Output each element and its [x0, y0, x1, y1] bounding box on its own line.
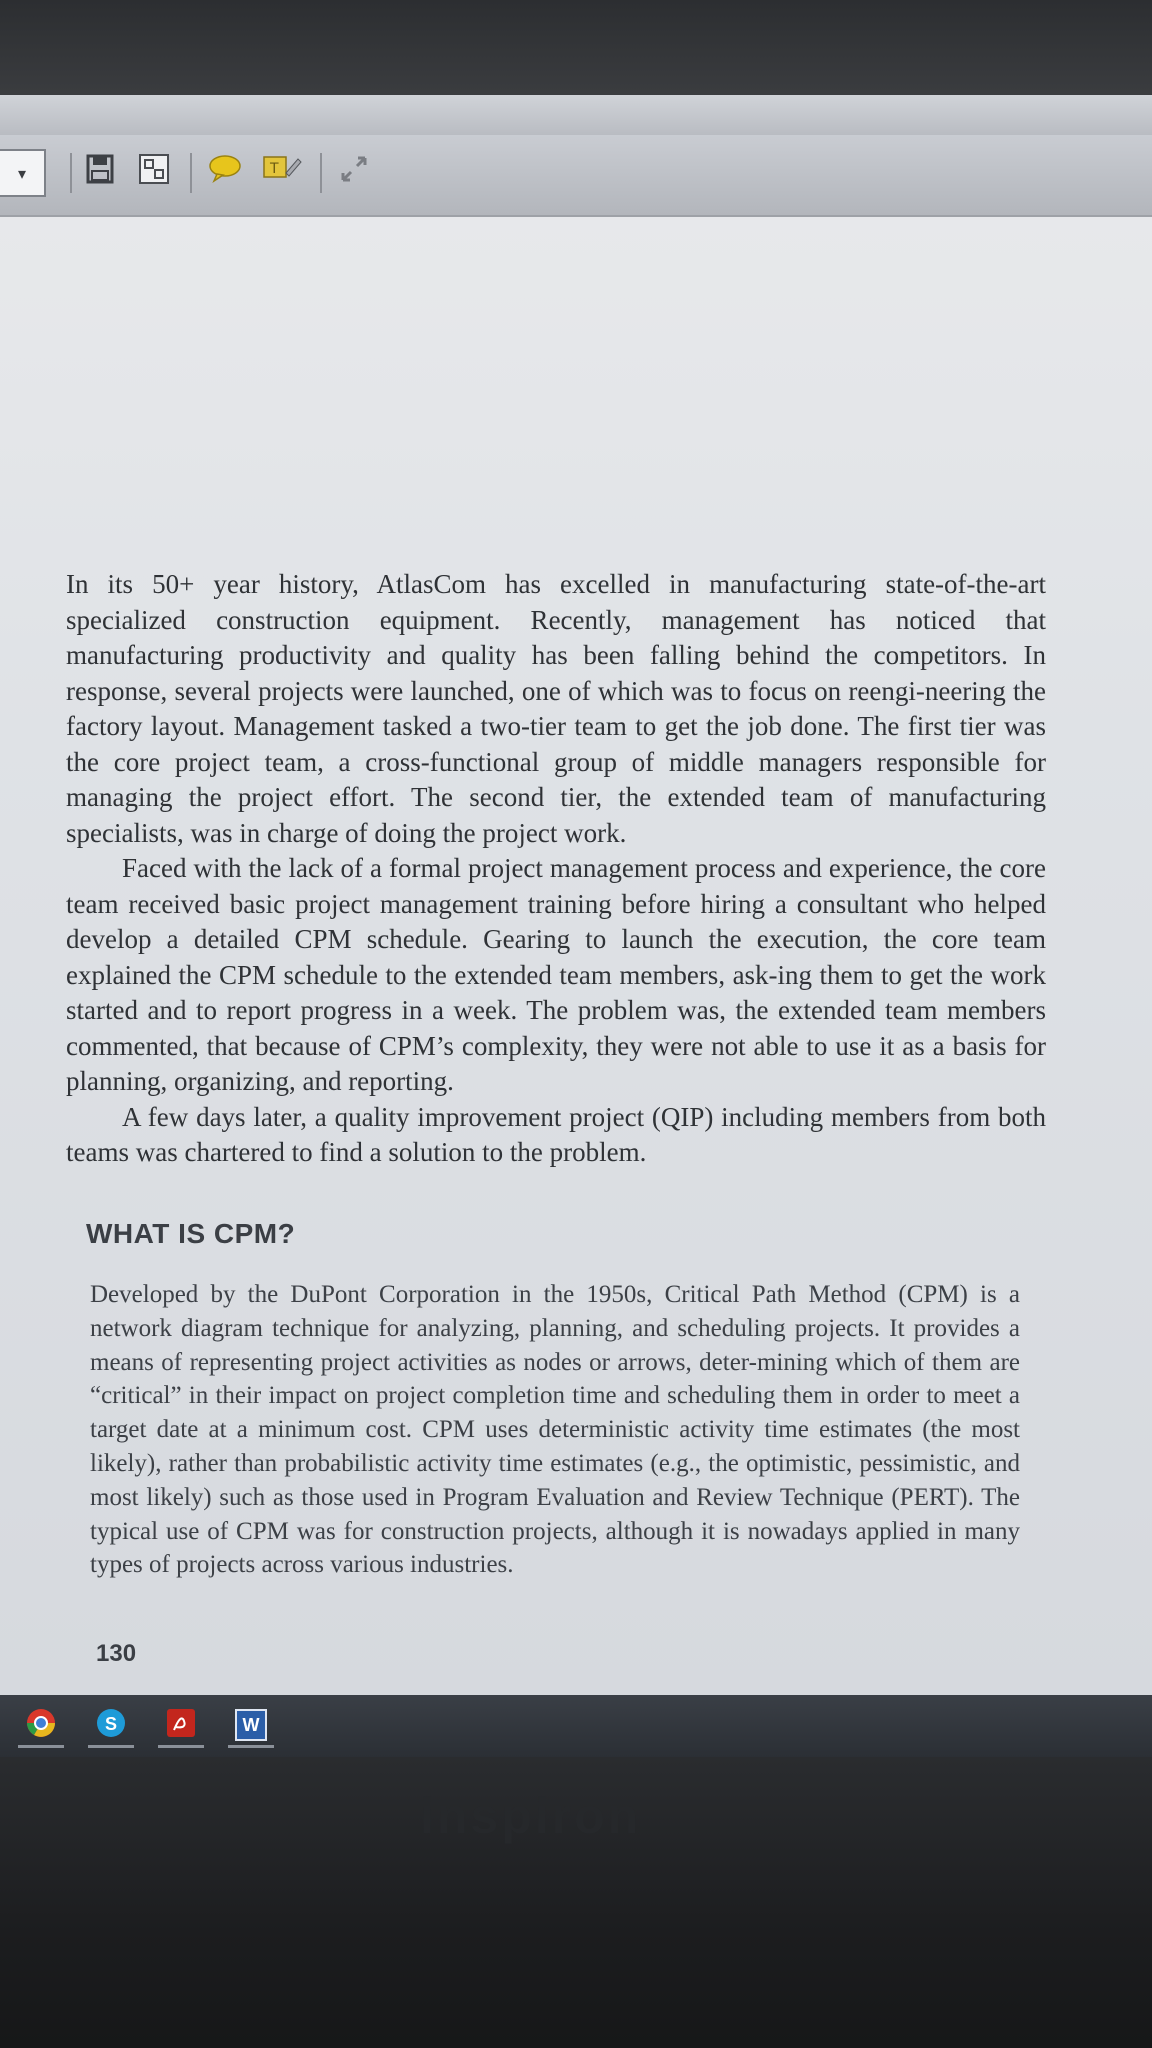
document-page: [60, 215, 1100, 1685]
page-layout-button[interactable]: [134, 149, 174, 193]
comment-button[interactable]: [204, 149, 246, 193]
monitor-bezel-top: [0, 0, 1152, 100]
chrome-icon: [25, 1707, 57, 1744]
paragraph-3: A few days later, a quality improvement project (QIP) including members from both teams was chartered to find a solution to the problem.: [66, 1101, 1046, 1167]
section-heading: WHAT IS CPM?: [86, 1218, 296, 1249]
save-button[interactable]: [82, 149, 118, 193]
comment-icon: [208, 153, 242, 190]
pdf-toolbar: [0, 135, 1152, 217]
window-title-strip: [0, 95, 1152, 135]
taskbar-app-acrobat[interactable]: [158, 1705, 204, 1748]
toolbar-separator: [320, 153, 322, 193]
svg-text:T: T: [270, 160, 279, 177]
toolbar-separator: [190, 153, 192, 193]
expand-icon: [339, 154, 369, 188]
highlight-pen-icon: [262, 153, 302, 190]
toolbar-separator: [70, 153, 72, 193]
page-layout-icon: [138, 153, 170, 189]
save-icon: [86, 154, 114, 188]
word-icon-label: W: [242, 1714, 260, 1735]
section-paragraph: Developed by the DuPont Corporation in the 1950s, Critical Path Method (CPM) is a network diagram technique for analyzing, planning, and scheduling projects. It provides a means of representing project activities as nodes or arrows, deter-mining which of them are “critical” in their impact on project completion time and scheduling them in order to meet a target date at a minimum cost. CPM uses deterministic activity time estimates (the most likely), rather than probabilistic activity time estimates (e.g., the optimistic, pessimistic, and most likely) such as those used in Program Evaluation and Review Technique (PERT). The typical use of CPM was for construction projects, although it is nowadays applied in many types of projects across various industries.: [90, 1281, 1020, 1579]
taskbar-app-word[interactable]: [228, 1705, 274, 1748]
highlight-button[interactable]: [258, 149, 306, 193]
chevron-down-icon: ▾: [17, 163, 27, 183]
brand-logo: inspiron: [420, 1788, 642, 1844]
zoom-dropdown[interactable]: [0, 149, 46, 197]
document-body: [66, 567, 1046, 1171]
paragraph-2: Faced with the lack of a formal project management process and experience, the core team received basic project management training before hiring a consultant who helped develop a detailed CPM schedule. Gearing to launch the execution, the core team explained the CPM schedule to the extended team members, ask-ing them to get the work started and to report progress in a week. The problem was, the extended team members commented, that because of CPM’s complexity, they were not able to use it as a basis for planning, organizing, and reporting.: [66, 853, 1046, 1096]
paragraph-1: In its 50+ year history, AtlasCom has excelled in manufacturing state-of-the-art specialized construction equipment. Recently, management has noticed that manufacturing productivity and quality has been falling behind the competitors. In response, several projects were launched, one of which was to focus on reengi-neering the factory layout. Management tasked a two-tier team to get the job done. The first tier was the core project team, a cross-functional group of middle managers responsible for managing the project effort. The second tier, the extended team of manufacturing specialists, was in charge of doing the project work.: [66, 569, 1046, 848]
taskbar-app-chrome[interactable]: [18, 1705, 64, 1748]
taskbar-app-skype[interactable]: [88, 1705, 134, 1748]
word-icon: [235, 1709, 267, 1741]
expand-button[interactable]: [334, 149, 374, 193]
laptop-bezel-bottom: [0, 1757, 1152, 2048]
page-number: 130: [96, 1640, 137, 1667]
svg-text:S: S: [105, 1713, 118, 1734]
taskbar: [0, 1695, 1152, 1757]
screen: [0, 95, 1152, 1695]
acrobat-icon: [165, 1707, 197, 1744]
skype-icon: [95, 1707, 127, 1744]
